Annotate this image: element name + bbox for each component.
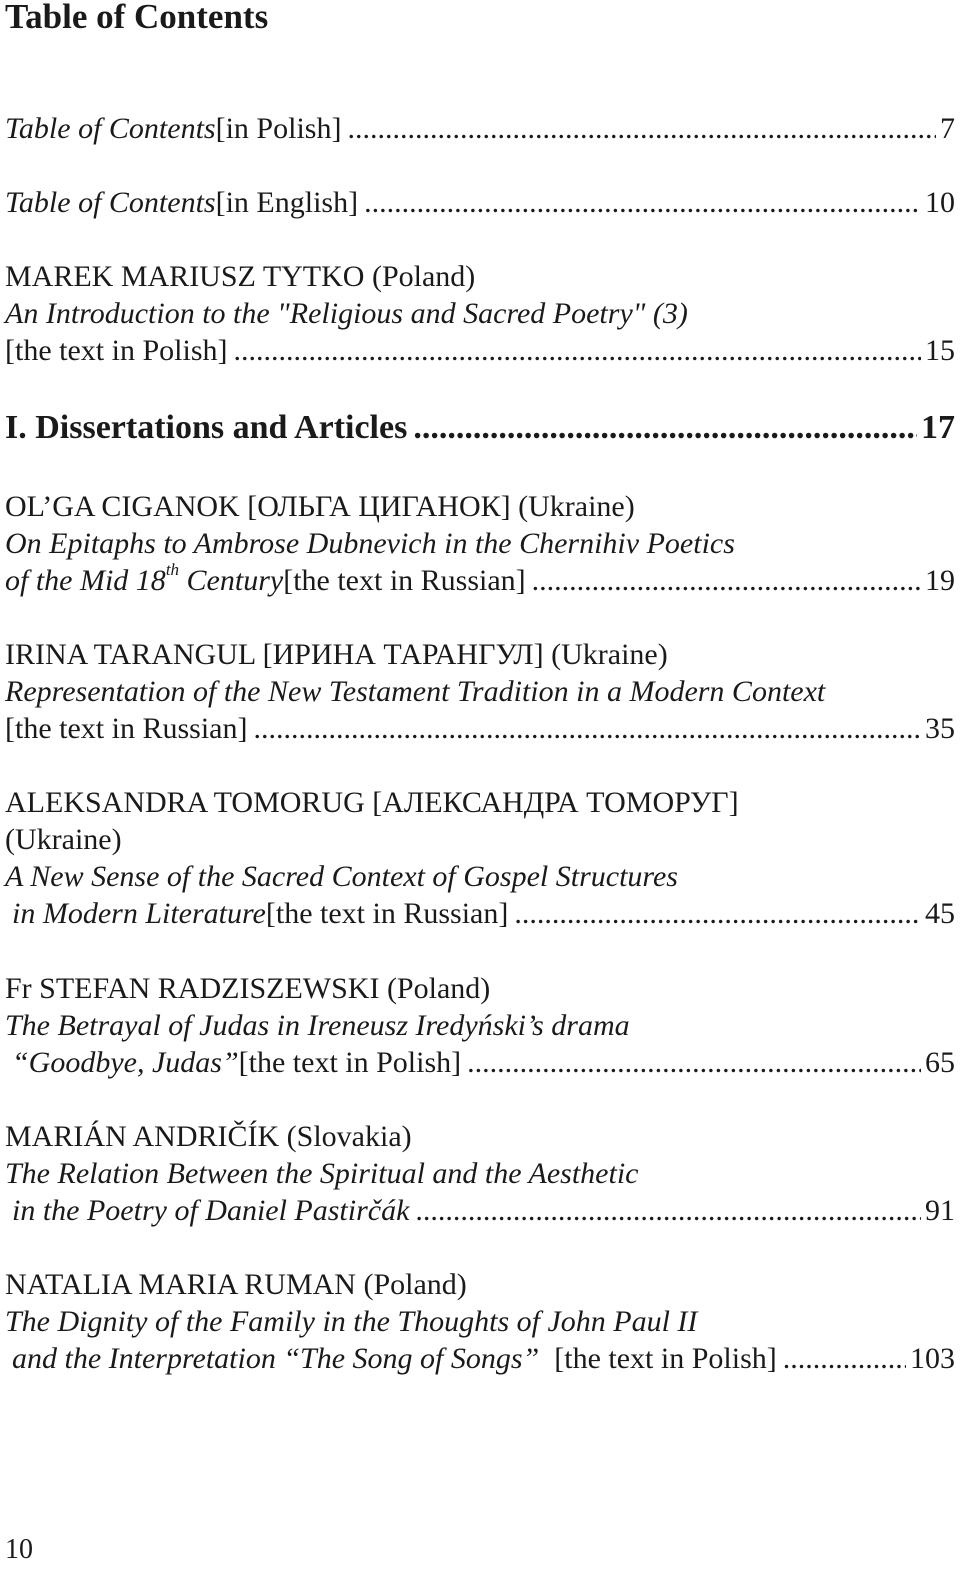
dot-leader — [364, 184, 921, 221]
entry-title-cont: “Goodbye, Judas” — [12, 1046, 239, 1079]
dot-leader — [253, 710, 921, 747]
entry-author: MARIÁN ANDRIČÍK (Slovakia) — [5, 1120, 412, 1153]
dot-leader — [413, 408, 917, 448]
entry-note: [the text in Polish] — [539, 1342, 777, 1375]
entry-title: Table of Contents — [5, 112, 216, 145]
toc-entry-ruman[interactable] — [5, 1266, 955, 1377]
entry-author-country: (Ukraine) — [5, 823, 122, 856]
entry-note: [in English] — [215, 186, 359, 219]
toc-entry-introduction[interactable] — [5, 258, 955, 369]
entry-title: On Epitaphs to Ambrose Dubnevich in the Chernihiv Poetics — [5, 527, 735, 560]
entry-author: IRINA TARANGUL [ИРИНА ТАРАНГУЛ] (Ukraine) — [5, 638, 668, 671]
toc-entry-radziszewski[interactable] — [5, 970, 955, 1081]
page-title: Table of Contents — [5, 0, 269, 36]
entry-author: ALEKSANDRA TOMORUG [АЛЕКСАНДРА ТОМОРУГ] — [5, 786, 739, 819]
section-heading: I. Dissertations and Articles — [5, 409, 408, 446]
page-number: 65 — [925, 1046, 955, 1079]
toc-entry-tomorug[interactable] — [5, 784, 955, 932]
entry-title: Table of Contents — [5, 186, 216, 219]
entry-title-cont: of the Mid 18th Century — [5, 560, 284, 597]
entry-author: OL’GA CIGANOK [ОЛЬГА ЦИГАНОК] (Ukraine) — [5, 490, 635, 523]
page-folio: 10 — [5, 1534, 33, 1565]
dot-leader — [415, 1192, 921, 1229]
entry-title-cont: and the Interpretation “The Song of Songs” — [12, 1342, 540, 1375]
entry-title: An Introduction to the "Religious and Sacred Poetry" (3) — [5, 297, 688, 330]
page-number: 91 — [925, 1194, 955, 1227]
page-number: 17 — [921, 409, 955, 446]
entry-title: The Relation Between the Spiritual and the Aesthetic — [5, 1157, 639, 1190]
page-number: 19 — [925, 564, 955, 597]
entry-author: Fr STEFAN RADZISZEWSKI (Poland) — [5, 972, 491, 1005]
dot-leader — [347, 110, 936, 147]
page-number: 35 — [925, 712, 955, 745]
entry-author: MAREK MARIUSZ TYTKO (Poland) — [5, 260, 476, 293]
page-number: 103 — [910, 1342, 955, 1375]
page-number: 15 — [925, 334, 955, 367]
toc-entry-andricik[interactable] — [5, 1118, 955, 1229]
toc-entry-tarangul[interactable] — [5, 636, 955, 747]
dot-leader — [233, 332, 921, 369]
toc-entry-polish[interactable] — [5, 110, 955, 147]
entry-title-cont: in the Poetry of Daniel Pastirčák — [12, 1194, 410, 1227]
entry-title-cont: in Modern Literature — [12, 897, 266, 930]
entry-note: [the text in Russian] — [5, 712, 248, 745]
entry-title: Representation of the New Testament Tradition in a Modern Context — [5, 675, 826, 708]
dot-leader — [532, 562, 921, 599]
entry-note: [the text in Polish] — [5, 334, 228, 367]
entry-note: [the text in Polish] — [238, 1046, 462, 1079]
toc-entry-ciganok[interactable] — [5, 488, 955, 599]
entry-title: A New Sense of the Sacred Context of Gospel Structures — [5, 860, 678, 893]
entry-note: [the text in Russian] — [265, 897, 509, 930]
entry-title: The Dignity of the Family in the Thoughts of John Paul II — [5, 1305, 698, 1338]
dot-leader — [783, 1340, 906, 1377]
entry-note: [in Polish] — [215, 112, 342, 145]
entry-note: [the text in Russian] — [283, 564, 526, 597]
page-number: 7 — [940, 112, 955, 145]
dot-leader — [467, 1044, 921, 1081]
page-number: 45 — [925, 897, 955, 930]
page-number: 10 — [925, 186, 955, 219]
entry-title: The Betrayal of Judas in Ireneusz Iredyński’s drama — [5, 1009, 630, 1042]
dot-leader — [514, 895, 921, 932]
toc-entry-english[interactable] — [5, 184, 955, 221]
toc-section-dissertations[interactable] — [5, 408, 955, 448]
entry-author: NATALIA MARIA RUMAN (Poland) — [5, 1268, 467, 1301]
